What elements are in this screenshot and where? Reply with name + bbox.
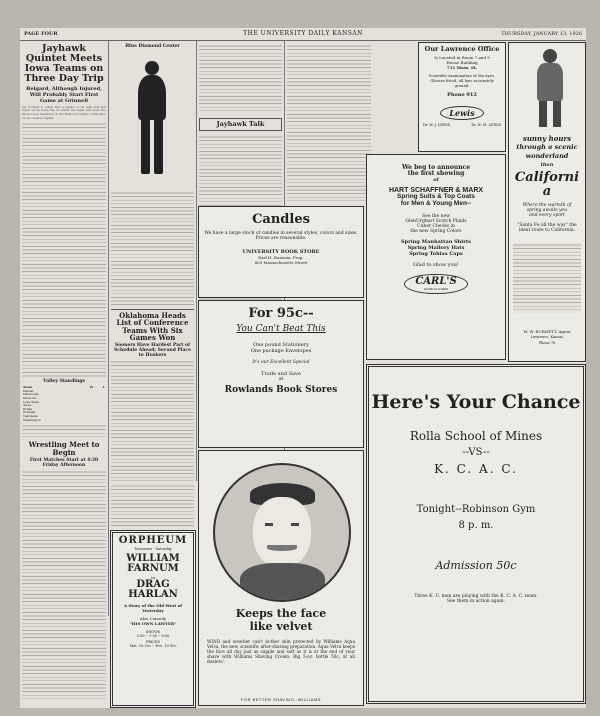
lawrence-phone: Phone 912 — [447, 91, 477, 98]
standings-cell: Oklahoma — [23, 392, 39, 397]
standings-cell: Drake — [23, 406, 33, 411]
orpheum-description: A Story of the Old West of Yesterday — [124, 602, 182, 613]
headline-oklahoma: Oklahoma Heads List of Conference Teams With Six Games Won — [111, 309, 194, 341]
photo-caption: Blue Diamond Center — [125, 44, 180, 49]
masthead — [20, 28, 586, 41]
chance-school: Rolla School of Mines — [409, 428, 543, 443]
hsm-line-1: GlenUrghart Scotch Plaids — [405, 218, 467, 224]
lawrence-line-2: House Building — [446, 59, 478, 65]
rowlands-item-1: One pound Stationery — [253, 341, 309, 348]
rowlands-note: It's our Excellent Special — [252, 359, 310, 365]
lawrence-title: Our Lawrence Office — [424, 45, 500, 53]
lead-paragraph: On Former C. Allen and a squad of 10 men left last night on an Iowa trip in which the team will meet the three Iowa members of the Missouri Valley conference on successive nights. — [22, 104, 106, 120]
rowlands-at: at — [278, 376, 284, 382]
headline-wrestling: Wrestling Meet to Begin — [28, 440, 100, 457]
hsm-intro-2: the first showing — [407, 170, 465, 178]
orpheum-prices: Mat. 10-20c -- Eve. 10-30c — [129, 643, 177, 648]
column-rule — [196, 41, 197, 481]
ad-california — [508, 42, 586, 362]
chance-admission: Admission 50c — [435, 558, 517, 572]
standings-title: Valley Standings — [43, 379, 85, 385]
newspaper-title: THE UNIVERSITY DAILY KANSAN — [243, 30, 363, 37]
orpheum-also: Also Comedy — [139, 615, 167, 621]
ad-orpheum — [110, 530, 196, 708]
hsm-suits: Spring Suits & Top Coats — [397, 193, 475, 201]
california-line-5: Where the warmth of — [522, 203, 572, 208]
standings-cell: L — [102, 385, 105, 390]
rowlands-trade: Trade and Save — [261, 370, 301, 377]
standings-cell: Iowa State — [23, 399, 40, 404]
ad-lawrence-office — [418, 42, 506, 152]
hsm-line-4: Spring Manhattan Shirts — [401, 238, 471, 245]
hsm-intro-3: of — [433, 176, 439, 183]
standings-table — [22, 386, 106, 422]
lawrence-line-1: Is Located in Room 7 and 9 — [434, 54, 490, 60]
candles-prices: Prices are reasonable. — [255, 235, 307, 241]
lewis-logo: Lewis — [440, 106, 483, 120]
hsm-intro-1: We beg to announce — [401, 164, 471, 171]
portrait-image — [213, 463, 351, 602]
orpheum-prices-label: PRICES — [145, 639, 160, 644]
article-text — [22, 122, 106, 377]
subhead-belgard: Belgard, Although Injured, Will Probably Start First Game at Grinnell — [26, 85, 102, 104]
standings-row — [22, 419, 106, 423]
ad-candles — [198, 206, 364, 298]
carls-name: CARL'S — [415, 275, 457, 287]
newspaper-page — [20, 28, 586, 708]
williams-body: WIND and weather can't bother skin protected by Williams Aqua Velva, the new, scientific after-shaving preparation. Aqua Velva keeps the face all day just as supple and soft as it is at the end of your shave with Williams Shaving Cream. Big 5-oz. bottle 50c; at all dealers'. — [207, 639, 355, 664]
rowlands-slogan: You Can't Beat This — [236, 323, 326, 334]
rowlands-item-2: One package Envelopes — [250, 347, 312, 354]
subhead-wrestling: First Matches Start at 4:30 Friday Afternoon — [29, 457, 99, 468]
chance-opponent: K. C. A. C. — [434, 461, 518, 476]
chance-vs: --VS-- — [462, 446, 490, 458]
orpheum-days: Tomorrow - Saturday — [134, 546, 172, 551]
carls-logo — [404, 274, 467, 295]
standings-cell: Grinnell — [23, 410, 36, 415]
standings-cell: Kansas — [23, 388, 34, 393]
ad-text — [513, 243, 581, 313]
orpheum-shows-label: SHOWS — [145, 629, 161, 634]
orpheum-star-1: WILLIAM — [126, 552, 180, 564]
article-text — [111, 191, 194, 306]
standings-cell: Missouri — [23, 396, 37, 401]
player-photo — [111, 51, 194, 191]
travel-illustration — [525, 49, 575, 129]
california-line-1: sunny hours — [522, 134, 572, 143]
ad-rowlands — [198, 300, 364, 448]
hsm-line-6: Spring Tobias Caps — [409, 250, 463, 257]
orpheum-film-1: DRAG — [136, 578, 170, 590]
candles-address: 803 Massachusetts Street — [254, 259, 308, 265]
page-number: PAGE FOUR — [24, 31, 58, 37]
hsm-line-3: the new Spring Colors — [410, 228, 462, 234]
lawrence-body: Scientific examination of the eyes. Glasses fitted, all lens accurately ground. — [428, 72, 496, 88]
standings-cell — [94, 419, 106, 423]
hsm-for-men: for Men & Young Men-- — [400, 200, 472, 207]
hsm-closing: Glad to show you! — [413, 261, 459, 268]
ad-williams — [198, 450, 364, 706]
chance-time: 8 p. m. — [458, 519, 494, 531]
column-title-jayhawk-talk: Jayhawk Talk — [199, 118, 282, 131]
hsm-also: See the new — [421, 213, 451, 219]
california-line-6: spring awaits you — [526, 208, 568, 213]
california-phone: Phone 76 — [538, 341, 556, 345]
article-text — [111, 360, 194, 482]
lawrence-line-3: 711 Mass. St. — [446, 64, 478, 70]
ad-hart-schaffner — [366, 154, 506, 360]
doctor-left: Dr. W. J. LEWIS — [423, 122, 451, 127]
doctor-right: Dr. H. M. LEWIS — [471, 122, 501, 127]
article-text — [111, 484, 194, 526]
orpheum-shows: 2:00 -- 7:00 -- 9:00 — [136, 633, 170, 638]
issue-date: THURSDAY, JANUARY 13, 1926 — [501, 31, 582, 37]
orpheum-in: in — [151, 574, 155, 580]
orpheum-star-2: FARNUM — [127, 563, 179, 574]
column-1 — [22, 42, 106, 706]
california-line-3: wonderland — [525, 152, 569, 160]
california-line-2: through a scenic — [516, 143, 578, 151]
california-city: Lawrence, Kansas — [530, 335, 564, 339]
article-text — [22, 424, 106, 438]
california-big-title: California — [514, 170, 580, 199]
candles-title: Candles — [252, 212, 310, 227]
headline-jayhawk-quintet: Jayhawk Quintet Meets Iowa Teams on Three Day Trip — [24, 43, 104, 84]
chance-title: Here's Your Chance — [371, 391, 581, 413]
rowlands-price: For 95c-- — [248, 306, 314, 321]
candles-store: UNIVERSITY BOOK STORE — [242, 248, 320, 255]
hsm-line-5: Spring Mallory Hats — [407, 244, 465, 251]
california-agent: W. W. BURNETT, Agent — [523, 329, 571, 334]
california-line-4: then — [540, 162, 554, 168]
candles-body: We have a large stock of candles in several styles, colors and sizes. — [204, 230, 358, 236]
standings-cell: Nebraska — [23, 414, 38, 418]
hsm-brand: HART SCHAFFNER & MARX — [388, 186, 484, 194]
williams-footer: FOR BETTER SHAVING--WILLIAMS — [241, 697, 321, 702]
standings-cell — [79, 419, 94, 423]
article-text — [22, 470, 106, 700]
ad-heres-your-chance — [366, 364, 586, 704]
candles-owner: Earl H. Ransom, Prop. — [258, 254, 304, 260]
standings-cell: Team — [23, 385, 32, 390]
hsm-line-2: Cuber Checks in — [417, 223, 455, 229]
column-2 — [111, 42, 194, 482]
article-text — [199, 44, 282, 114]
chance-note-2: See them in action again. — [446, 598, 506, 604]
carls-subtitle: GOOD CLOTHES — [423, 287, 449, 292]
orpheum-comedy: "HIS OWN LAWYER" — [129, 620, 177, 626]
california-line-7: and every sport — [529, 213, 565, 218]
standings-cell: W — [89, 385, 94, 390]
williams-headline-2: like velvet — [249, 620, 313, 633]
orpheum-film-2: HARLAN — [128, 589, 178, 600]
standings-cell: Ames — [23, 403, 32, 408]
column-4 — [287, 42, 371, 202]
subhead-sooners: Sooners Have Hardest Part of Schedule Ahead; Second Place to Huskers — [113, 343, 192, 359]
standings-cell: Washington — [23, 417, 41, 422]
chance-note: Three K. U. men are playing with the K. C. A. C. team. — [414, 593, 538, 599]
rowlands-store: Rowlands Book Stores — [224, 384, 338, 395]
orpheum-name: ORPHEUM — [118, 535, 188, 546]
column-rule — [108, 41, 109, 616]
chance-event: Tonight--Robinson Gym — [416, 503, 536, 515]
article-text — [287, 44, 371, 202]
california-route: "Santa Fe all the way" the ideal route to California. — [517, 223, 577, 234]
williams-headline-1: Keeps the face — [235, 607, 327, 620]
